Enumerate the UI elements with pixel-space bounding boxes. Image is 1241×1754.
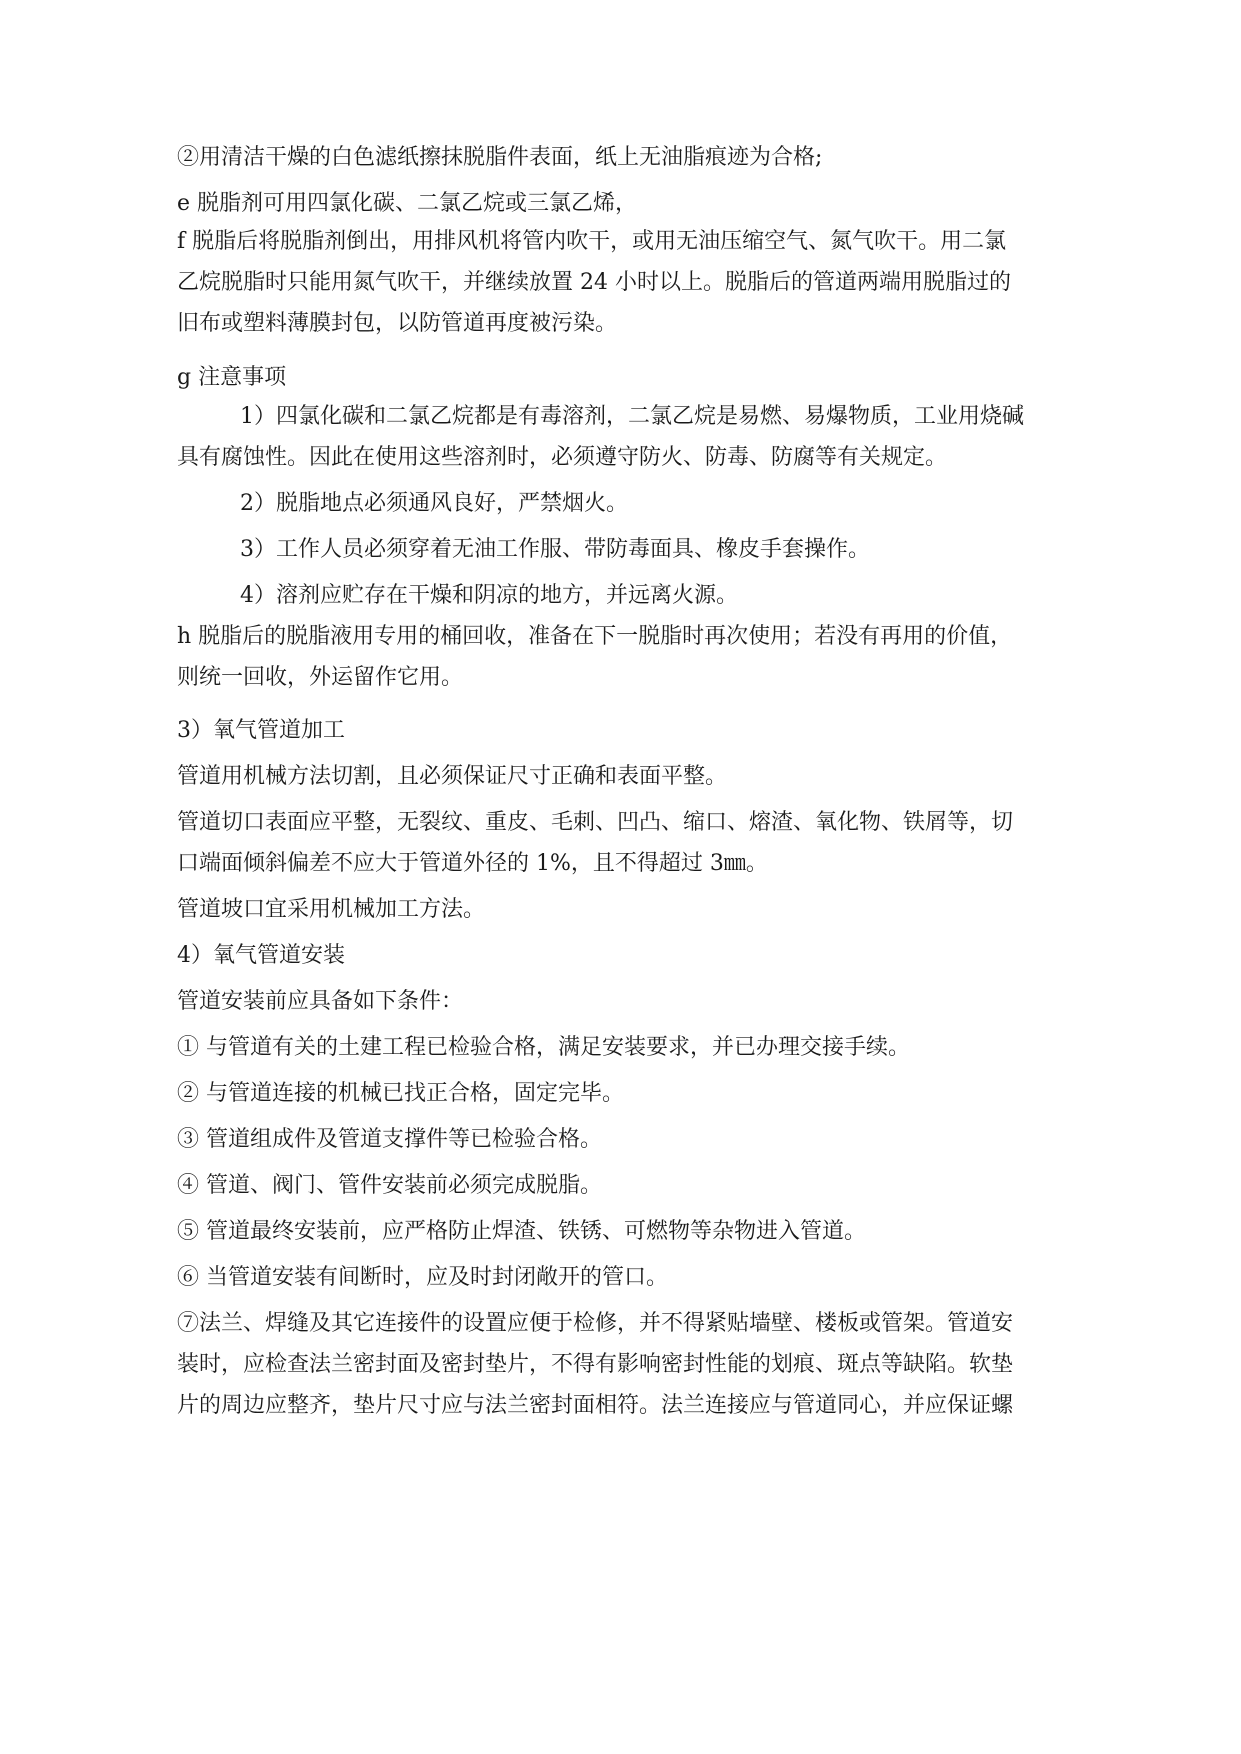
text-line: 4）溶剂应贮存在干燥和阴凉的地方，并远离火源。: [240, 583, 738, 608]
text-line: 管道安装前应具备如下条件：: [177, 989, 464, 1014]
list-item: ② 与管道连接的机械已找正合格，固定完毕。: [177, 1081, 624, 1106]
text-line: 片的周边应整齐，垫片尺寸应与法兰密封面相符。法兰连接应与管道同心，并应保证螺: [177, 1393, 1014, 1418]
section-heading: g 注意事项: [177, 365, 287, 390]
section-heading: 3）氧气管道加工: [177, 718, 345, 743]
text-line: e 脱脂剂可用四氯化碳、二氯乙烷或三氯乙烯，: [177, 191, 638, 216]
text-line: ⑦法兰、焊缝及其它连接件的设置应便于检修，并不得紧贴墙壁、楼板或管架。管道安: [177, 1311, 1014, 1336]
list-item: ③ 管道组成件及管道支撑件等已检验合格。: [177, 1127, 602, 1152]
text-line: 口端面倾斜偏差不应大于管道外径的 1%，且不得超过 3㎜。: [177, 851, 768, 876]
text-line: 乙烷脱脂时只能用氮气吹干，并继续放置 24 小时以上。脱脂后的管道两端用脱脂过的: [177, 270, 1011, 295]
text-line: 则统一回收，外运留作它用。: [177, 665, 464, 690]
text-line: 管道切口表面应平整，无裂纹、重皮、毛刺、凹凸、缩口、熔渣、氧化物、铁屑等，切: [177, 810, 1014, 835]
text-line: 装时，应检查法兰密封面及密封垫片，不得有影响密封性能的划痕、斑点等缺陷。软垫: [177, 1352, 1014, 1377]
text-line: ②用清洁干燥的白色滤纸擦抹脱脂件表面，纸上无油脂痕迹为合格;: [177, 145, 823, 170]
text-line: 3）工作人员必须穿着无油工作服、带防毒面具、橡皮手套操作。: [240, 537, 870, 562]
text-line: f 脱脂后将脱脂剂倒出，用排风机将管内吹干，或用无油压缩空气、氮气吹干。用二氯: [177, 229, 1007, 254]
text-line: 旧布或塑料薄膜封包，以防管道再度被污染。: [177, 311, 618, 336]
list-item: ⑥ 当管道安装有间断时，应及时封闭敞开的管口。: [177, 1265, 668, 1290]
text-line: 2）脱脂地点必须通风良好，严禁烟火。: [240, 491, 628, 516]
text-line: 1）四氯化碳和二氯乙烷都是有毒溶剂，二氯乙烷是易燃、易爆物质，工业用烧碱: [240, 404, 1024, 429]
text-line: 管道坡口宜采用机械加工方法。: [177, 897, 486, 922]
list-item: ④ 管道、阀门、管件安装前必须完成脱脂。: [177, 1173, 602, 1198]
list-item: ① 与管道有关的土建工程已检验合格，满足安装要求，并已办理交接手续。: [177, 1035, 910, 1060]
text-line: h 脱脂后的脱脂液用专用的桶回收，准备在下一脱脂时再次使用；若没有再用的价值，: [177, 624, 1013, 649]
text-line: 管道用机械方法切割，且必须保证尺寸正确和表面平整。: [177, 764, 728, 789]
section-heading: 4）氧气管道安装: [177, 943, 345, 968]
text-line: 具有腐蚀性。因此在使用这些溶剂时，必须遵守防火、防毒、防腐等有关规定。: [177, 445, 948, 470]
list-item: ⑤ 管道最终安装前，应严格防止焊渣、铁锈、可燃物等杂物进入管道。: [177, 1219, 866, 1244]
